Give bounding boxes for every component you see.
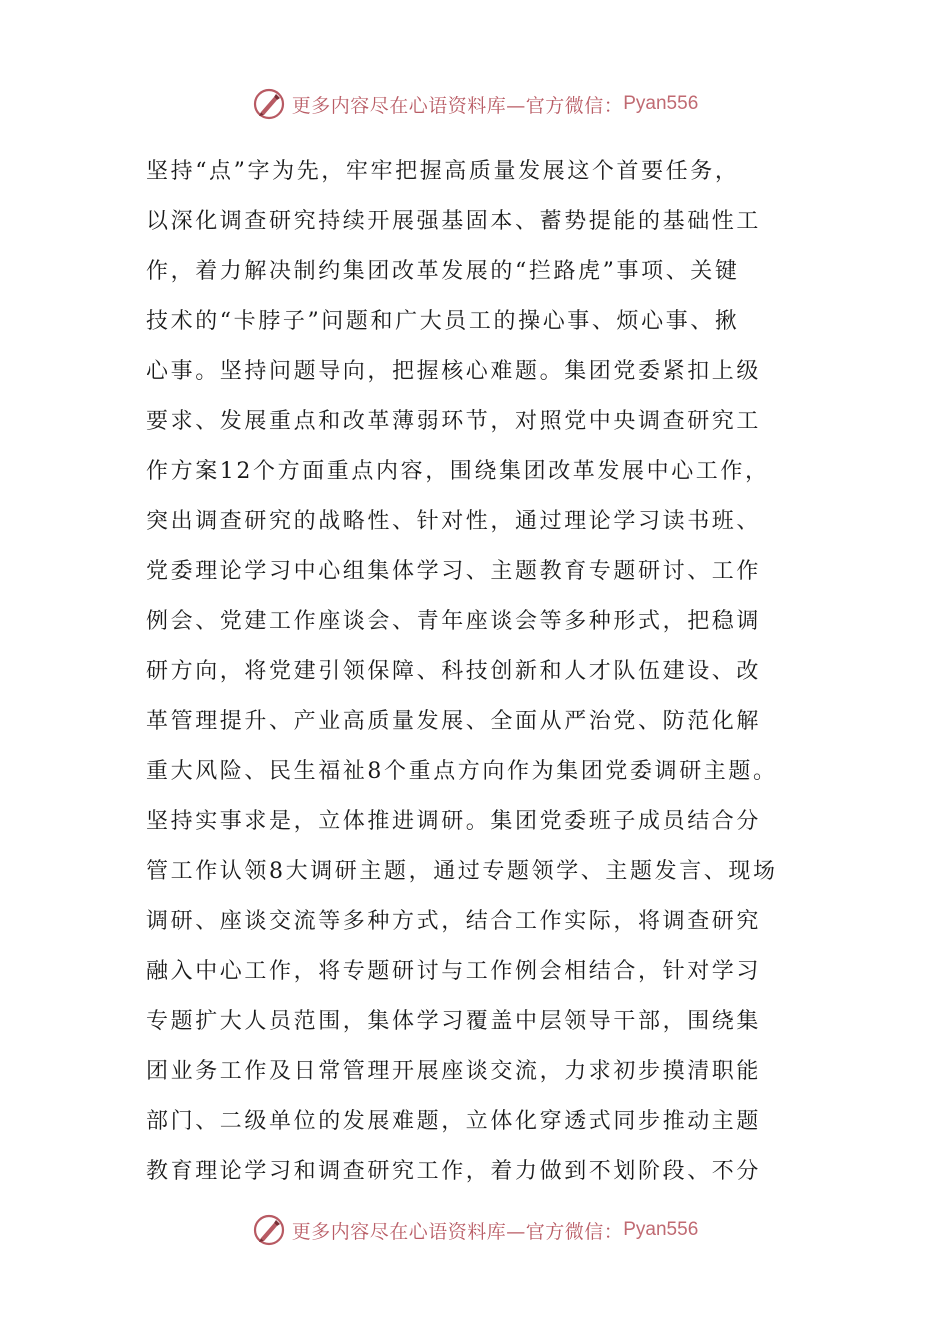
text-line: 管工作认领8大调研主题，通过专题领学、主题发言、现场 — [146, 859, 778, 884]
text-line: 心事。坚持问题导向，把握核心难题。集团党委紧扣上级 — [146, 359, 762, 384]
text-line: 作方案12个方面重点内容，围绕集团改革发展中心工作， — [146, 459, 770, 484]
banner-text: 更多内容尽在心语资料库—官方微信： — [291, 94, 624, 117]
text-line: 团业务工作及日常管理开展座谈交流，力求初步摸清职能 — [146, 1059, 762, 1084]
banner-wechat-id: Pyan556 — [623, 1219, 699, 1240]
text-line: 调研、座谈交流等多种方式，结合工作实际，将调查研究 — [146, 909, 762, 934]
text-line: 部门、二级单位的发展难题，立体化穿透式同步推动主题 — [146, 1109, 762, 1134]
banner-text: 更多内容尽在心语资料库—官方微信： — [291, 1220, 624, 1243]
pen-logo-icon — [252, 1213, 286, 1247]
text-line: 革管理提升、产业高质量发展、全面从严治党、防范化解 — [146, 709, 762, 734]
text-line: 融入中心工作，将专题研讨与工作例会相结合，针对学习 — [146, 959, 762, 984]
footer-banner — [0, 1210, 950, 1250]
text-line: 坚持“点”字为先，牢牢把握高质量发展这个首要任务， — [146, 159, 740, 184]
text-line: 专题扩大人员范围，集体学习覆盖中层领导干部，围绕集 — [146, 1009, 762, 1034]
text-line: 坚持实事求是，立体推进调研。集团党委班子成员结合分 — [146, 809, 762, 834]
text-line: 技术的“卡脖子”问题和广大员工的操心事、烦心事、揪 — [146, 309, 740, 334]
header-banner — [0, 84, 950, 124]
text-line: 要求、发展重点和改革薄弱环节，对照党中央调查研究工 — [146, 409, 762, 434]
text-line: 例会、党建工作座谈会、青年座谈会等多种形式，把稳调 — [146, 609, 762, 634]
banner-wechat-id: Pyan556 — [623, 93, 699, 114]
text-line: 以深化调查研究持续开展强基固本、蓄势提能的基础性工 — [146, 209, 762, 234]
text-line: 教育理论学习和调查研究工作，着力做到不划阶段、不分 — [146, 1159, 762, 1184]
pen-logo-icon — [252, 87, 286, 121]
text-line: 党委理论学习中心组集体学习、主题教育专题研讨、工作 — [146, 559, 762, 584]
text-line: 重大风险、民生福祉8个重点方向作为集团党委调研主题。 — [146, 759, 778, 784]
text-line: 研方向，将党建引领保障、科技创新和人才队伍建设、改 — [146, 659, 762, 684]
document-body — [146, 147, 806, 1197]
text-line: 突出调查研究的战略性、针对性，通过理论学习读书班、 — [146, 509, 762, 534]
text-line: 作，着力解决制约集团改革发展的“拦路虎”事项、关键 — [146, 259, 740, 284]
